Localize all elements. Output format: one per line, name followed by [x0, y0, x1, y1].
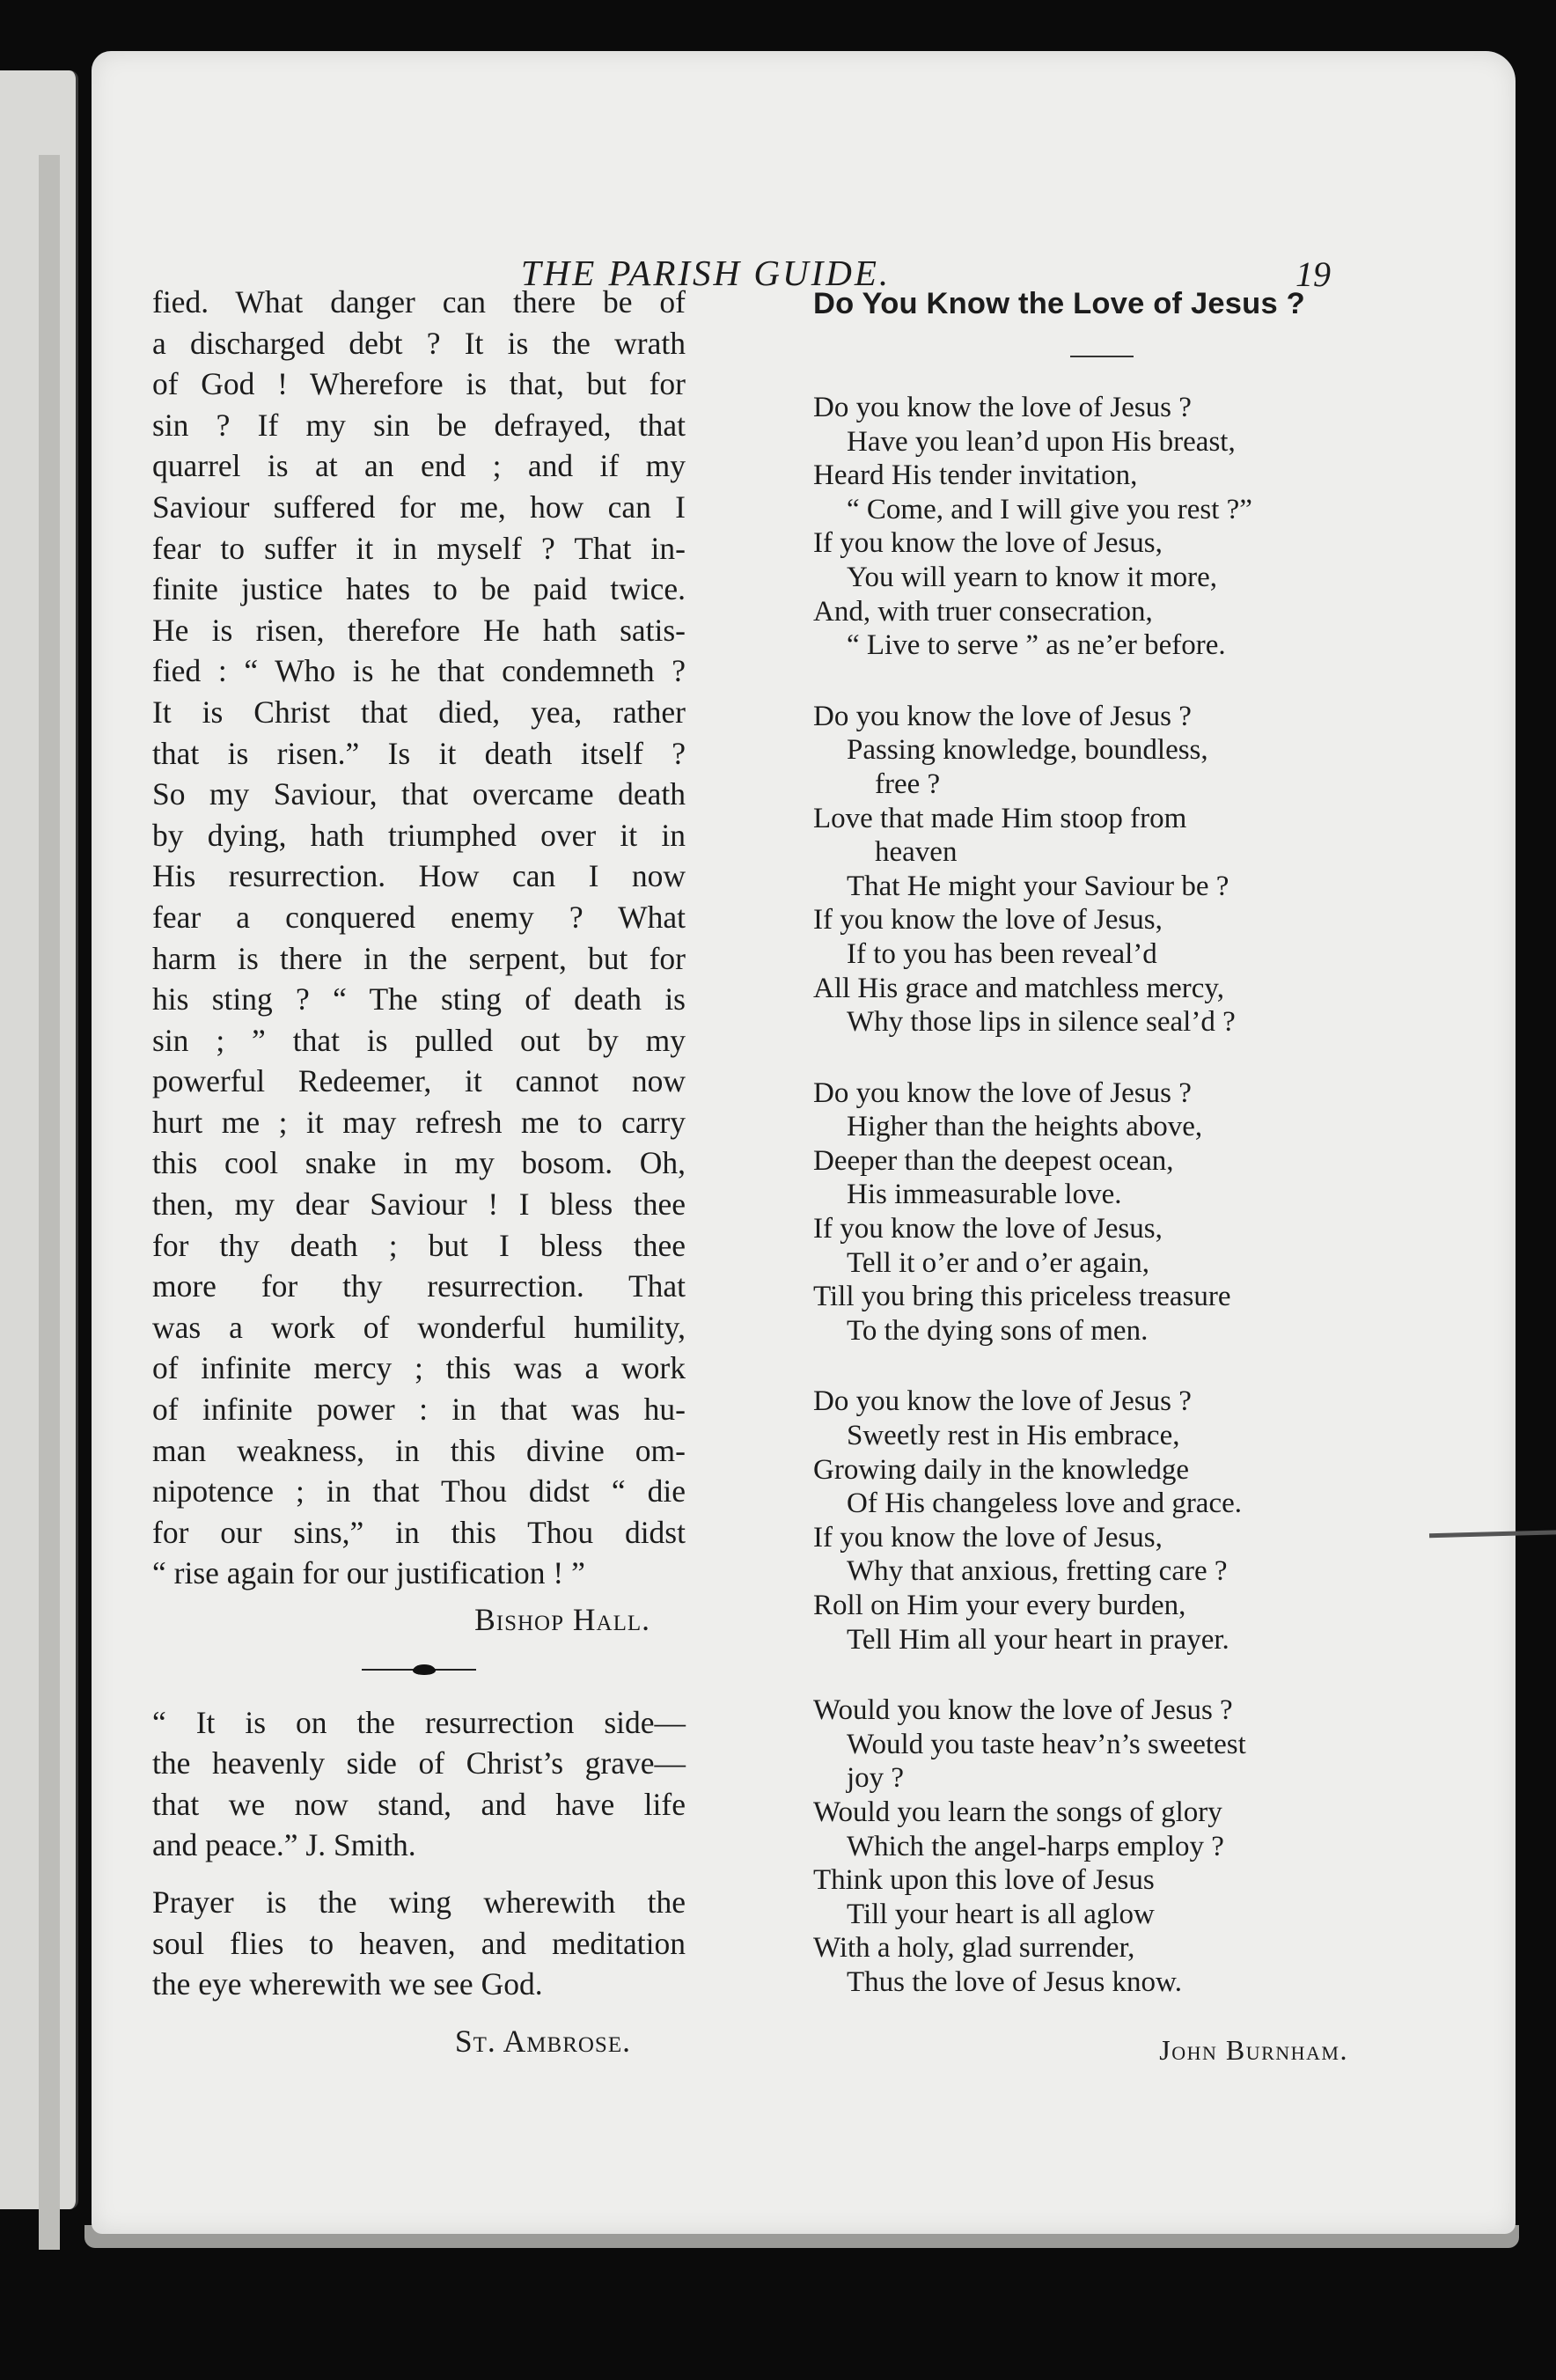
smith-quote	[152, 1702, 686, 1866]
text-line: Saviour suffered for me, how can I	[152, 488, 686, 525]
poem-stanza	[813, 1076, 1359, 1348]
text-line: more for thy resurrection. That	[152, 1268, 686, 1304]
poem-line: Growing daily in the knowledge	[813, 1453, 1190, 1486]
poem-line: Would you taste heav’n’s sweetest	[847, 1728, 1246, 1760]
poem-line: Higher than the heights above,	[847, 1111, 1203, 1143]
poem-line: That He might your Saviour be ?	[847, 870, 1229, 902]
text-line: by dying, hath triumphed over it in	[152, 817, 686, 853]
text-line: of infinite power : in that was hu-	[152, 1392, 686, 1428]
text-line: sin ; ” that is pulled out by my	[152, 1022, 686, 1058]
text-line: this cool snake in my bosom. Oh,	[152, 1145, 686, 1181]
previous-page-edge	[0, 70, 78, 2209]
poem-line: To the dying sons of men.	[847, 1314, 1149, 1347]
ambrose-signature: St. Ambrose.	[454, 2023, 631, 2059]
text-line: finite justice hates to be paid twice.	[152, 571, 686, 607]
poem-line: Tell Him all your heart in prayer.	[847, 1623, 1229, 1656]
left-column	[152, 282, 686, 2061]
poem-line: You will yearn to know it more,	[847, 561, 1218, 593]
poem-line: If you know the love of Jesus,	[813, 1213, 1163, 1245]
quote-line: the eye wherewith we see God.	[152, 1966, 543, 2002]
poem-line: free ?	[875, 768, 941, 800]
poem-line: Do you know the love of Jesus ?	[813, 392, 1192, 423]
text-line: his sting ? “ The sting of death is	[152, 981, 686, 1017]
text-line: fied : “ Who is he that condemneth ?	[152, 653, 686, 689]
poem-line: If you know the love of Jesus,	[813, 904, 1163, 937]
poem-line: Do you know the love of Jesus ?	[813, 1076, 1192, 1109]
poem-line: Roll on Him your every burden,	[813, 1590, 1186, 1621]
text-line: quarrel is at an end ; and if my	[152, 448, 686, 484]
text-line: that is risen.” Is it death itself ?	[152, 735, 686, 771]
poem-line: Thus the love of Jesus know.	[847, 1965, 1182, 1998]
poem-line: “ Come, and I will give you rest ?”	[847, 493, 1252, 525]
text-line: So my Saviour, that overcame death	[152, 776, 686, 812]
text-line: He is risen, therefore He hath satis-	[152, 612, 686, 648]
text-line: for our sins,” in this Thou didst	[152, 1514, 686, 1550]
text-line: fear a conquered enemy ? What	[152, 899, 686, 935]
ambrose-quote	[152, 1882, 686, 2005]
poem-stanza	[813, 1385, 1359, 1656]
poem-line: Of His changeless love and grace.	[847, 1488, 1242, 1520]
poem-line: With a holy, glad surrender,	[813, 1932, 1135, 1965]
poem-line: Would you know the love of Jesus ?	[813, 1694, 1233, 1727]
poem-line: joy ?	[847, 1762, 905, 1795]
poem-line: “ Live to serve ” as ne’er before.	[847, 629, 1226, 662]
poem-stanza	[813, 391, 1359, 663]
poem-column	[813, 282, 1359, 2067]
text-line: It is Christ that died, yea, rather	[152, 694, 686, 730]
poem-line: Do you know the love of Jesus ?	[813, 1385, 1192, 1418]
binding-strip	[39, 155, 60, 2250]
poem-stanza	[813, 700, 1359, 1039]
quote-line: Prayer is the wing wherewith the	[152, 1884, 686, 1920]
poem-line: If you know the love of Jesus,	[813, 527, 1163, 560]
text-line: nipotence ; in that Thou didst “ die	[152, 1473, 686, 1510]
poem-title: Do You Know the Love of Jesus ?	[813, 287, 1305, 320]
bishop-hall-signature: Bishop Hall.	[474, 1602, 650, 1637]
poem-line: If to you has been reveal’d	[847, 937, 1157, 970]
text-line: fear to suffer it in myself ? That in-	[152, 530, 686, 566]
page-tear	[1429, 1530, 1556, 1538]
poem-line: Would you learn the songs of glory	[813, 1796, 1222, 1828]
poem-line: Heard His tender invitation,	[813, 459, 1138, 492]
poem-line: Why those lips in silence seal’d ?	[847, 1006, 1236, 1039]
poem-line: Sweetly rest in His embrace,	[847, 1420, 1180, 1452]
text-line: hurt me ; it may refresh me to carry	[152, 1104, 686, 1140]
poem-line: His immeasurable love.	[847, 1179, 1122, 1211]
poem-line: Have you lean’d upon His breast,	[847, 425, 1236, 458]
text-line: His resurrection. How can I now	[152, 858, 686, 894]
poem-line: Deeper than the deepest ocean,	[813, 1144, 1174, 1177]
poem-line: Till your heart is all aglow	[847, 1898, 1155, 1930]
quote-line: the heavenly side of Christ’s grave—	[152, 1745, 686, 1781]
quote-line: soul flies to heaven, and meditation	[152, 1925, 686, 1961]
poem-signature: John Burnham.	[1159, 2033, 1348, 2066]
text-line: for thy death ; but I bless thee	[152, 1227, 686, 1263]
poem-stanza	[813, 1693, 1359, 1999]
text-line: of infinite mercy ; this was a work	[152, 1350, 686, 1386]
text-line: man weakness, in this divine om-	[152, 1432, 686, 1468]
poem-line: Do you know the love of Jesus ?	[813, 700, 1192, 732]
quote-line: that we now stand, and have life	[152, 1786, 686, 1822]
poem-line: Why that anxious, fretting care ?	[847, 1555, 1228, 1588]
running-title: THE PARISH GUIDE.	[520, 253, 892, 293]
bishop-hall-passage	[152, 282, 686, 1594]
poem-line: Tell it o’er and o’er again,	[847, 1246, 1150, 1279]
leaf-ornament-icon	[413, 1664, 436, 1675]
quote-line: and peace.” J. Smith.	[152, 1827, 416, 1863]
ornament-divider	[362, 1664, 476, 1676]
poem-body	[813, 391, 1359, 2000]
poem-line: If you know the love of Jesus,	[813, 1521, 1163, 1554]
page-number: 19	[1295, 254, 1331, 294]
poem-line: heaven	[875, 836, 958, 869]
poem-line: Love that made Him stoop from	[813, 802, 1187, 834]
poem-line: Which the angel-harps employ ?	[847, 1830, 1224, 1862]
poem-line: Till you bring this priceless treasure	[813, 1281, 1231, 1313]
text-line: then, my dear Saviour ! I bless thee	[152, 1186, 686, 1223]
quote-line: “ It is on the resurrection side—	[152, 1704, 686, 1740]
poem-line: All His grace and matchless mercy,	[813, 972, 1225, 1004]
poem-line: Passing knowledge, boundless,	[847, 734, 1208, 767]
text-line: fied. What danger can there be of	[152, 284, 686, 320]
title-rule	[1070, 356, 1134, 357]
poem-line: And, with truer consecration,	[813, 595, 1153, 628]
text-line: a discharged debt ? It is the wrath	[152, 325, 686, 361]
text-line: sin ? If my sin be defrayed, that	[152, 407, 686, 443]
text-line: harm is there in the serpent, but for	[152, 940, 686, 976]
text-line: was a work of wonderful humility,	[152, 1309, 686, 1345]
text-line: “ rise again for our justification ! ”	[152, 1555, 585, 1591]
poem-line: Think upon this love of Jesus	[813, 1864, 1155, 1897]
text-line: powerful Redeemer, it cannot now	[152, 1063, 686, 1099]
text-line: of God ! Wherefore is that, but for	[152, 366, 686, 402]
